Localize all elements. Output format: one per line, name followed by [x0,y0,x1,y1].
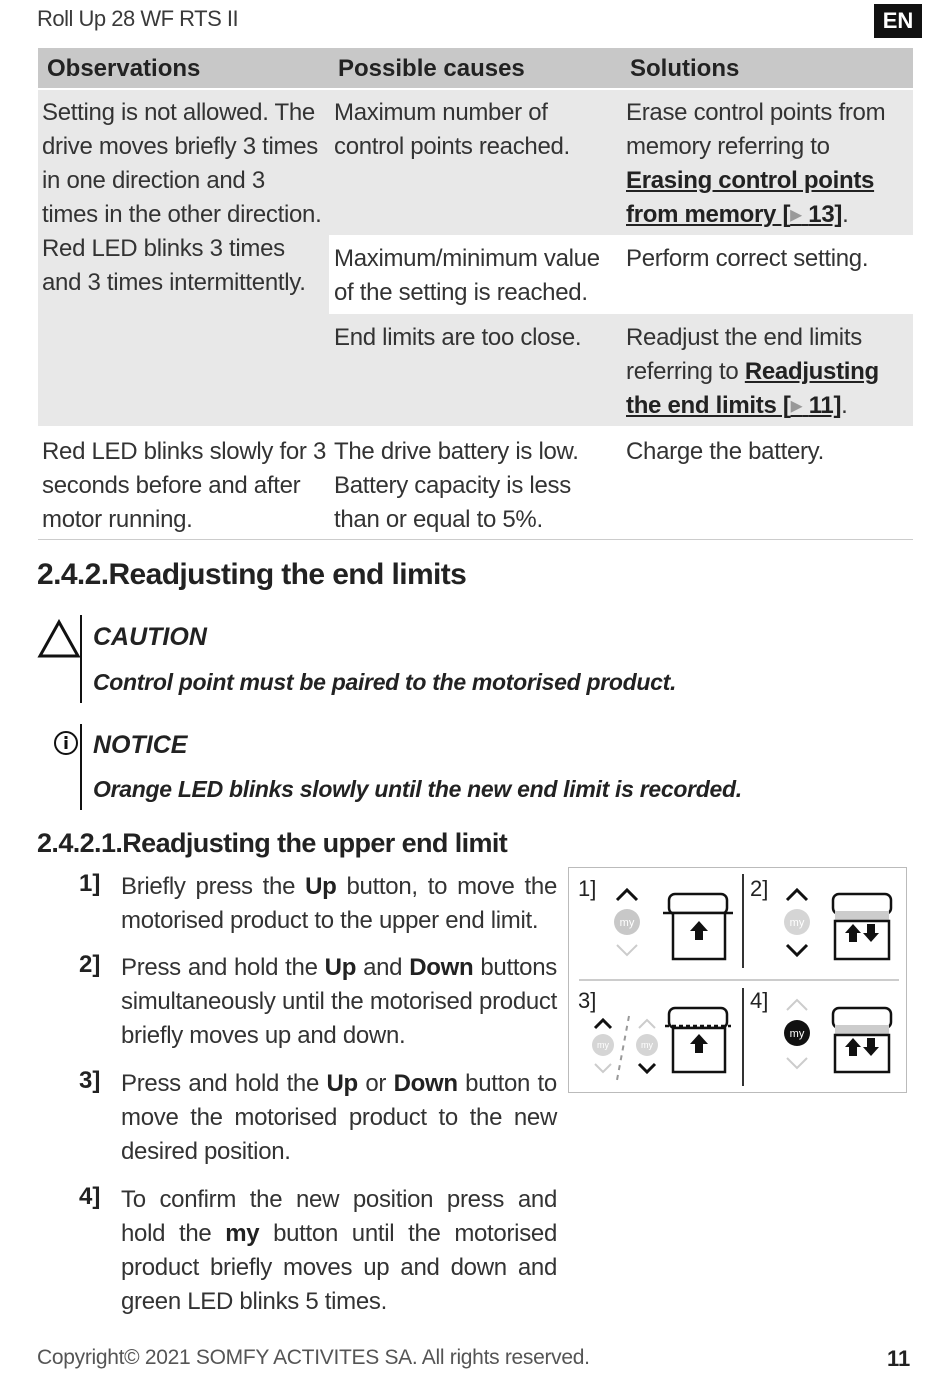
chevron-up-icon [595,1020,611,1028]
table-cell-solution-3: Readjust the end limits referring to Readjusting the end limits [▸ 11]. [626,324,879,419]
roller-blind-icon [833,1008,891,1072]
table-cell-cause-2: Maximum/minimum value of the setting is reached. [334,245,600,306]
my-button-icon [636,1034,658,1056]
page-number: 11 [887,1346,911,1371]
chevron-down-icon [595,1064,611,1072]
caution-text: Control point must be paired to the motorised product. [93,669,677,695]
info-icon [53,730,79,756]
svg-text:my: my [597,1040,609,1050]
table-bottom-rule [38,539,913,540]
column-header-causes: Possible causes [338,55,525,82]
step-number: 2] [79,951,101,978]
panel-label: 3] [578,988,597,1013]
svg-text:my: my [619,917,635,929]
illustration-graphics [569,868,906,1092]
panel-label: 1] [578,876,597,901]
step-number: 1] [79,870,101,897]
my-button-icon [614,909,640,935]
table-cell-cause-4: The drive battery is low. Battery capacity is less than or equal to 5%. [334,438,579,533]
column-header-observations: Observations [47,55,201,82]
step-text-1: Briefly press the Up button, to move the motorised product to the upper end limit. [121,873,557,934]
procedure-illustration [568,867,907,1093]
link-readjusting-end-limits[interactable]: Readjusting the end limits [▸ 11] [626,358,879,419]
subsection-heading: 2.4.2.1.Readjusting the upper end limit [37,828,508,858]
step-number: 3] [79,1067,101,1094]
table-cell-observation-1: Setting is not allowed. The drive moves briefly 3 times in one direction and 3 times in the other direction. Red LED blinks 3 times and 3 times intermittently. [42,99,322,296]
svg-text:my: my [641,1040,653,1050]
chevron-up-icon [639,1020,655,1028]
table-cell-solution-1: Erase control points from memory referring to Erasing control points from memory [▸ 13]. [626,99,886,228]
chevron-up-icon [787,890,807,900]
svg-text:my: my [789,1028,805,1040]
caution-bar [80,615,82,703]
table-cell-cause-3: End limits are too close. [334,324,582,351]
language-badge: EN [874,4,922,38]
document-title: Roll Up 28 WF RTS II [37,6,239,31]
caution-title: CAUTION [93,623,207,651]
roller-blind-icon [833,894,891,959]
warning-triangle-icon [37,619,81,659]
table-cell-cause-1: Maximum number of control points reached. [334,99,570,160]
step-text-2: Press and hold the Up and Down buttons simultaneously until the motorised product briefly moves up and down. [121,954,557,1049]
panel-label: 4] [750,988,769,1013]
roller-blind-icon [663,894,733,959]
table-header-row [38,48,913,88]
my-button-icon [592,1034,614,1056]
table-cell-observation-2: Red LED blinks slowly for 3 seconds before and after motor running. [42,438,327,533]
step-text-4: To confirm the new position press and hold the my button until the motorised product briefly moves up and down and green LED blinks 5 times. [121,1186,557,1315]
notice-bar [80,724,82,810]
chevron-down-icon [617,945,637,955]
chevron-down-icon [787,1058,807,1068]
svg-text:my: my [789,917,805,929]
chevron-up-icon [787,1000,807,1010]
copyright-footer: Copyright© 2021 SOMFY ACTIVITES SA. All rights reserved. [37,1346,590,1369]
chevron-down-icon [639,1064,655,1072]
roller-blind-icon [665,1008,731,1072]
link-erasing-control-points[interactable]: Erasing control points from memory [▸ 13] [626,167,875,228]
my-button-icon [784,909,810,935]
troubleshooting-table [38,48,913,88]
notice-title: NOTICE [93,731,188,759]
chevron-down-icon [787,945,807,955]
panel-label: 2] [750,876,769,901]
column-header-solutions: Solutions [630,55,740,82]
notice-text: Orange LED blinks slowly until the new end limit is recorded. [93,776,742,802]
chevron-up-icon [617,890,637,900]
table-cell-solution-4: Charge the battery. [626,438,824,465]
section-heading: 2.4.2.Readjusting the end limits [37,558,467,591]
table-cell-solution-2: Perform correct setting. [626,245,869,272]
my-button-icon [784,1020,810,1046]
step-text-3: Press and hold the Up or Down button to move the motorised product to the new desired position. [121,1070,557,1165]
step-number: 4] [79,1183,101,1210]
